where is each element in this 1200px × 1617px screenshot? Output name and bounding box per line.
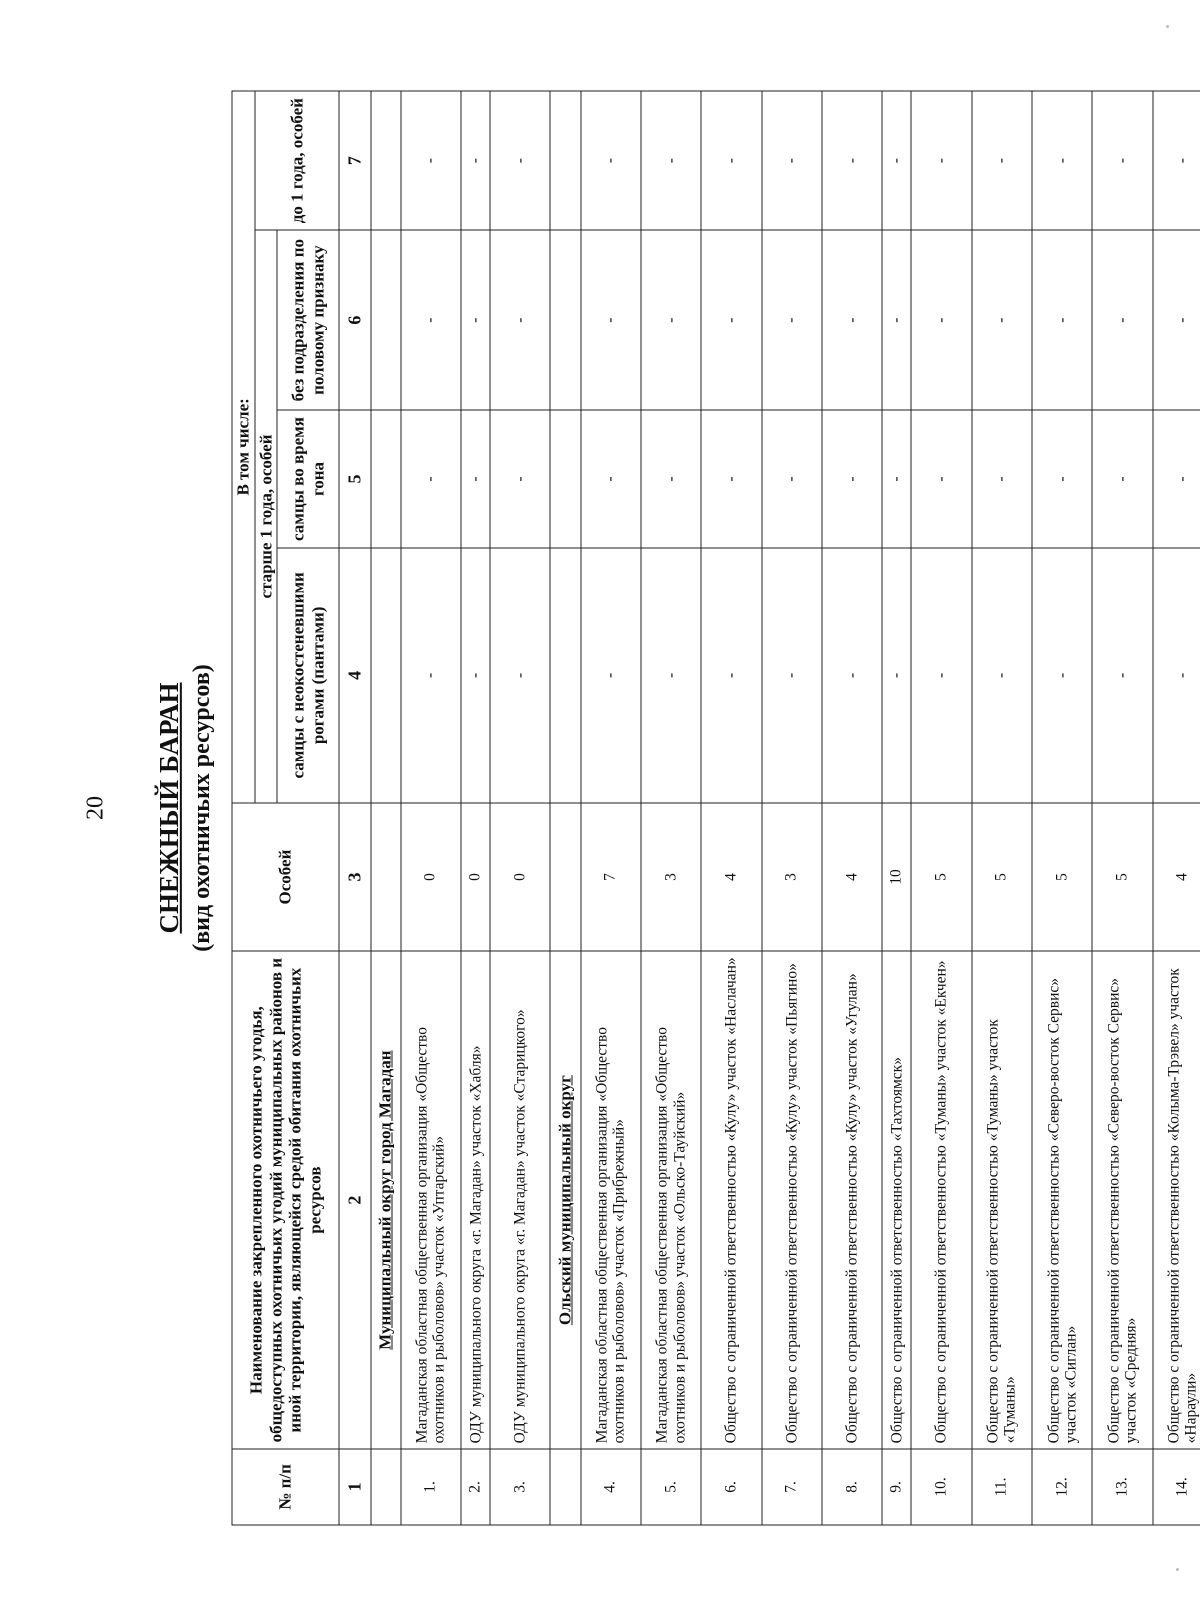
row-males-horns: - <box>971 548 1031 803</box>
row-name: Магаданская областная общественная организация «Общество охотников и рыболовов» участок «Прибрежный» <box>580 951 640 1448</box>
row-total: 5 <box>1031 803 1091 952</box>
row-name: Магаданская областная общественная организация «Общество охотников и рыболовов» участок «Уптарский» <box>400 951 460 1448</box>
header-including: В том числе: <box>232 91 255 803</box>
section-num-cell <box>370 1449 400 1525</box>
row-under-one: - <box>761 91 821 230</box>
row-no-sex: - <box>821 230 881 410</box>
row-under-one: - <box>701 91 761 230</box>
row-males-horns: - <box>821 548 881 803</box>
row-under-one: - <box>489 91 549 230</box>
row-no-sex: - <box>911 230 971 410</box>
section-empty-cell <box>370 91 400 230</box>
row-males-horns: - <box>911 548 971 803</box>
scan-speck <box>1176 1568 1179 1571</box>
column-number: 3 <box>339 803 370 952</box>
row-under-one: - <box>1152 91 1200 230</box>
row-name: Общество с ограниченной ответственностью «Туманы» участок «Туманы» <box>971 951 1031 1448</box>
row-males-rut: - <box>640 410 700 548</box>
row-number: 11. <box>971 1449 1031 1525</box>
table-row <box>640 91 700 1525</box>
row-name: Общество с ограниченной ответственностью «Тахтоямск» <box>882 951 911 1448</box>
row-no-sex: - <box>489 230 549 410</box>
row-under-one: - <box>640 91 700 230</box>
row-no-sex: - <box>1031 230 1091 410</box>
row-under-one: - <box>971 91 1031 230</box>
header-num: № п/п <box>232 1449 339 1525</box>
row-males-rut: - <box>489 410 549 548</box>
row-males-rut: - <box>701 410 761 548</box>
table-row <box>400 91 460 1525</box>
data-table <box>231 91 1200 1526</box>
section-empty-cell <box>370 803 400 952</box>
column-number: 5 <box>339 410 370 548</box>
row-under-one: - <box>1092 91 1152 230</box>
row-total: 5 <box>971 803 1031 952</box>
row-total: 10 <box>882 803 911 952</box>
row-number: 9. <box>882 1449 911 1525</box>
header-no-sex: без подразделения по половому признаку <box>277 230 339 410</box>
row-name: Магаданская областная общественная организация «Общество охотников и рыболовов» участок «Ольско-Тауйский» <box>640 951 700 1448</box>
row-no-sex: - <box>580 230 640 410</box>
table-row <box>489 91 549 1525</box>
row-number: 4. <box>580 1449 640 1525</box>
row-name: Общество с ограниченной ответственностью «Туманы» участок «Екчен» <box>911 951 971 1448</box>
row-name: Общество с ограниченной ответственностью «Кулу» участок «Угулан» <box>821 951 881 1448</box>
table-row <box>911 91 971 1525</box>
table-row <box>761 91 821 1525</box>
row-number: 5. <box>640 1449 700 1525</box>
row-no-sex: - <box>1152 230 1200 410</box>
row-males-horns: - <box>400 548 460 803</box>
section-title: Муниципальный округ город Магадан <box>370 951 400 1448</box>
row-name: Общество с ограниченной ответственностью «Северо-восток Сервис» участок «Сиглан» <box>1031 951 1091 1448</box>
section-empty-cell <box>370 410 400 548</box>
section-empty-cell <box>550 803 580 952</box>
rotated-table-container <box>231 91 1200 1526</box>
scan-speck <box>1166 25 1169 28</box>
row-under-one: - <box>461 91 490 230</box>
row-total: 4 <box>821 803 881 952</box>
section-empty-cell <box>370 230 400 410</box>
title-block <box>152 664 218 952</box>
row-name: Общество с ограниченной ответственностью «Кулу» участок «Наслачан» <box>701 951 761 1448</box>
row-under-one: - <box>580 91 640 230</box>
row-no-sex: - <box>971 230 1031 410</box>
table-row <box>882 91 911 1525</box>
row-total: 4 <box>701 803 761 952</box>
column-number: 6 <box>339 230 370 410</box>
row-number: 14. <box>1152 1449 1200 1525</box>
row-under-one: - <box>400 91 460 230</box>
table-row <box>1031 91 1091 1525</box>
row-no-sex: - <box>882 230 911 410</box>
row-males-rut: - <box>1031 410 1091 548</box>
row-total: 3 <box>761 803 821 952</box>
row-males-rut: - <box>821 410 881 548</box>
row-males-horns: - <box>489 548 549 803</box>
section-empty-cell <box>550 548 580 803</box>
row-under-one: - <box>911 91 971 230</box>
table-row <box>701 91 761 1525</box>
row-males-rut: - <box>1152 410 1200 548</box>
row-males-horns: - <box>701 548 761 803</box>
header-total: Особей <box>232 803 339 952</box>
table-row <box>821 91 881 1525</box>
page-number: 20 <box>82 796 109 820</box>
row-number: 2. <box>461 1449 490 1525</box>
row-no-sex: - <box>1092 230 1152 410</box>
section-title: Ольский муниципальный округ <box>550 951 580 1448</box>
page-subtitle: (вид охотничьих ресурсов) <box>188 664 215 952</box>
row-under-one: - <box>882 91 911 230</box>
section-empty-cell <box>550 230 580 410</box>
row-number: 6. <box>701 1449 761 1525</box>
row-males-horns: - <box>1031 548 1091 803</box>
row-name: ОДУ муниципального округа «г. Магадан» участок «Старицкого» <box>489 951 549 1448</box>
row-no-sex: - <box>761 230 821 410</box>
section-row <box>370 91 400 1525</box>
row-total: 5 <box>911 803 971 952</box>
row-total: 7 <box>580 803 640 952</box>
row-males-horns: - <box>882 548 911 803</box>
table-row <box>1152 91 1200 1525</box>
row-males-rut: - <box>461 410 490 548</box>
section-empty-cell <box>370 548 400 803</box>
row-name: Общество с ограниченной ответственностью «Северо-восток Сервис» участок «Средняя» <box>1092 951 1152 1448</box>
row-no-sex: - <box>461 230 490 410</box>
header-males-rut: самцы во время гона <box>277 410 339 548</box>
section-empty-cell <box>550 410 580 548</box>
row-number: 10. <box>911 1449 971 1525</box>
row-under-one: - <box>1031 91 1091 230</box>
row-number: 7. <box>761 1449 821 1525</box>
row-total: 3 <box>640 803 700 952</box>
row-males-rut: - <box>971 410 1031 548</box>
row-males-rut: - <box>400 410 460 548</box>
table-header <box>232 91 339 1525</box>
row-total: 5 <box>1092 803 1152 952</box>
column-number-row <box>339 91 370 1525</box>
table-row <box>580 91 640 1525</box>
row-number: 1. <box>400 1449 460 1525</box>
row-name: ОДУ муниципального округа «г. Магадан» участок «Хабля» <box>461 951 490 1448</box>
row-males-rut: - <box>1092 410 1152 548</box>
page-title: СНЕЖНЫЙ БАРАН <box>153 682 184 934</box>
row-under-one: - <box>821 91 881 230</box>
section-num-cell <box>550 1449 580 1525</box>
table-row <box>971 91 1031 1525</box>
table-row <box>461 91 490 1525</box>
row-name: Общество с ограниченной ответственностью «Кулу» участок «Пьягино» <box>761 951 821 1448</box>
row-males-horns: - <box>761 548 821 803</box>
section-empty-cell <box>550 91 580 230</box>
row-name: Общество с ограниченной ответственностью «Колыма-Трэвел» участок «Нараули» <box>1152 951 1200 1448</box>
row-males-rut: - <box>911 410 971 548</box>
header-males-horns: самцы с неокостеневшими рогами (пантами) <box>277 548 339 803</box>
header-under-one: до 1 года, особей <box>254 91 339 230</box>
header-older: старше 1 года, особей <box>254 230 277 802</box>
table-row <box>1092 91 1152 1525</box>
table-body <box>339 91 1200 1525</box>
row-males-horns: - <box>1092 548 1152 803</box>
row-total: 0 <box>400 803 460 952</box>
row-total: 0 <box>461 803 490 952</box>
row-males-rut: - <box>761 410 821 548</box>
row-total: 4 <box>1152 803 1200 952</box>
row-no-sex: - <box>701 230 761 410</box>
header-name: Наименование закрепленного охотничьего угодья, общедоступных охотничьих угодий муниципальных районов и иной территории, являющейся средой обитания охотничьих ресурсов <box>232 951 339 1448</box>
row-males-horns: - <box>1152 548 1200 803</box>
row-males-horns: - <box>580 548 640 803</box>
row-number: 13. <box>1092 1449 1152 1525</box>
row-males-rut: - <box>882 410 911 548</box>
column-number: 7 <box>339 91 370 230</box>
row-no-sex: - <box>640 230 700 410</box>
row-total: 0 <box>489 803 549 952</box>
column-number: 2 <box>339 951 370 1448</box>
row-males-horns: - <box>461 548 490 803</box>
row-no-sex: - <box>400 230 460 410</box>
row-males-horns: - <box>640 548 700 803</box>
row-number: 3. <box>489 1449 549 1525</box>
column-number: 4 <box>339 548 370 803</box>
row-males-rut: - <box>580 410 640 548</box>
row-number: 12. <box>1031 1449 1091 1525</box>
row-number: 8. <box>821 1449 881 1525</box>
column-number: 1 <box>339 1449 370 1525</box>
section-row <box>550 91 580 1525</box>
